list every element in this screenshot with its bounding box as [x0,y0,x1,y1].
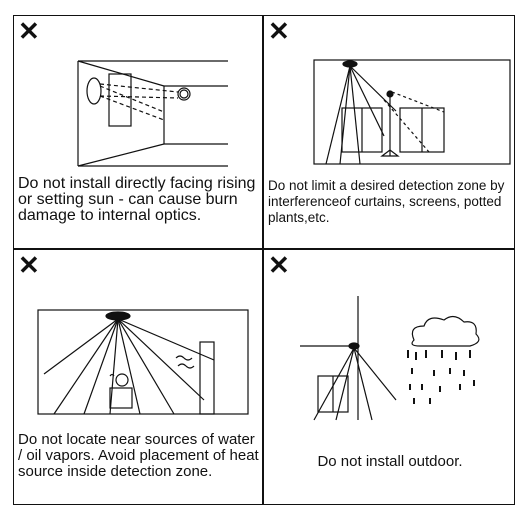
outdoor-illustration [264,250,514,450]
panel-obstruction [264,16,514,248]
panel-caption: Do not install directly facing rising or setting sun - can cause burn damage to internal optics. [18,175,256,224]
obstruction-illustration [264,16,514,176]
panel-outdoor [264,250,514,504]
prohibited-icon: ✕ [18,16,40,46]
prohibited-icon: ✕ [268,250,290,280]
prohibited-icon: ✕ [18,250,40,280]
panel-caption: Do not locate near sources of water / oil vapors. Avoid placement of heat source inside detection zone. [18,431,259,480]
sun-room-illustration [14,16,262,176]
panel-caption: Do not install outdoor. [317,453,463,470]
panel-caption: Do not limit a desired detection zone by interferenceof curtains, screens, potted plants,etc. [268,178,505,225]
panel-heat-source [14,250,262,504]
panel-sun [14,16,262,248]
heat-source-illustration [14,250,262,430]
prohibited-icon: ✕ [268,16,290,46]
